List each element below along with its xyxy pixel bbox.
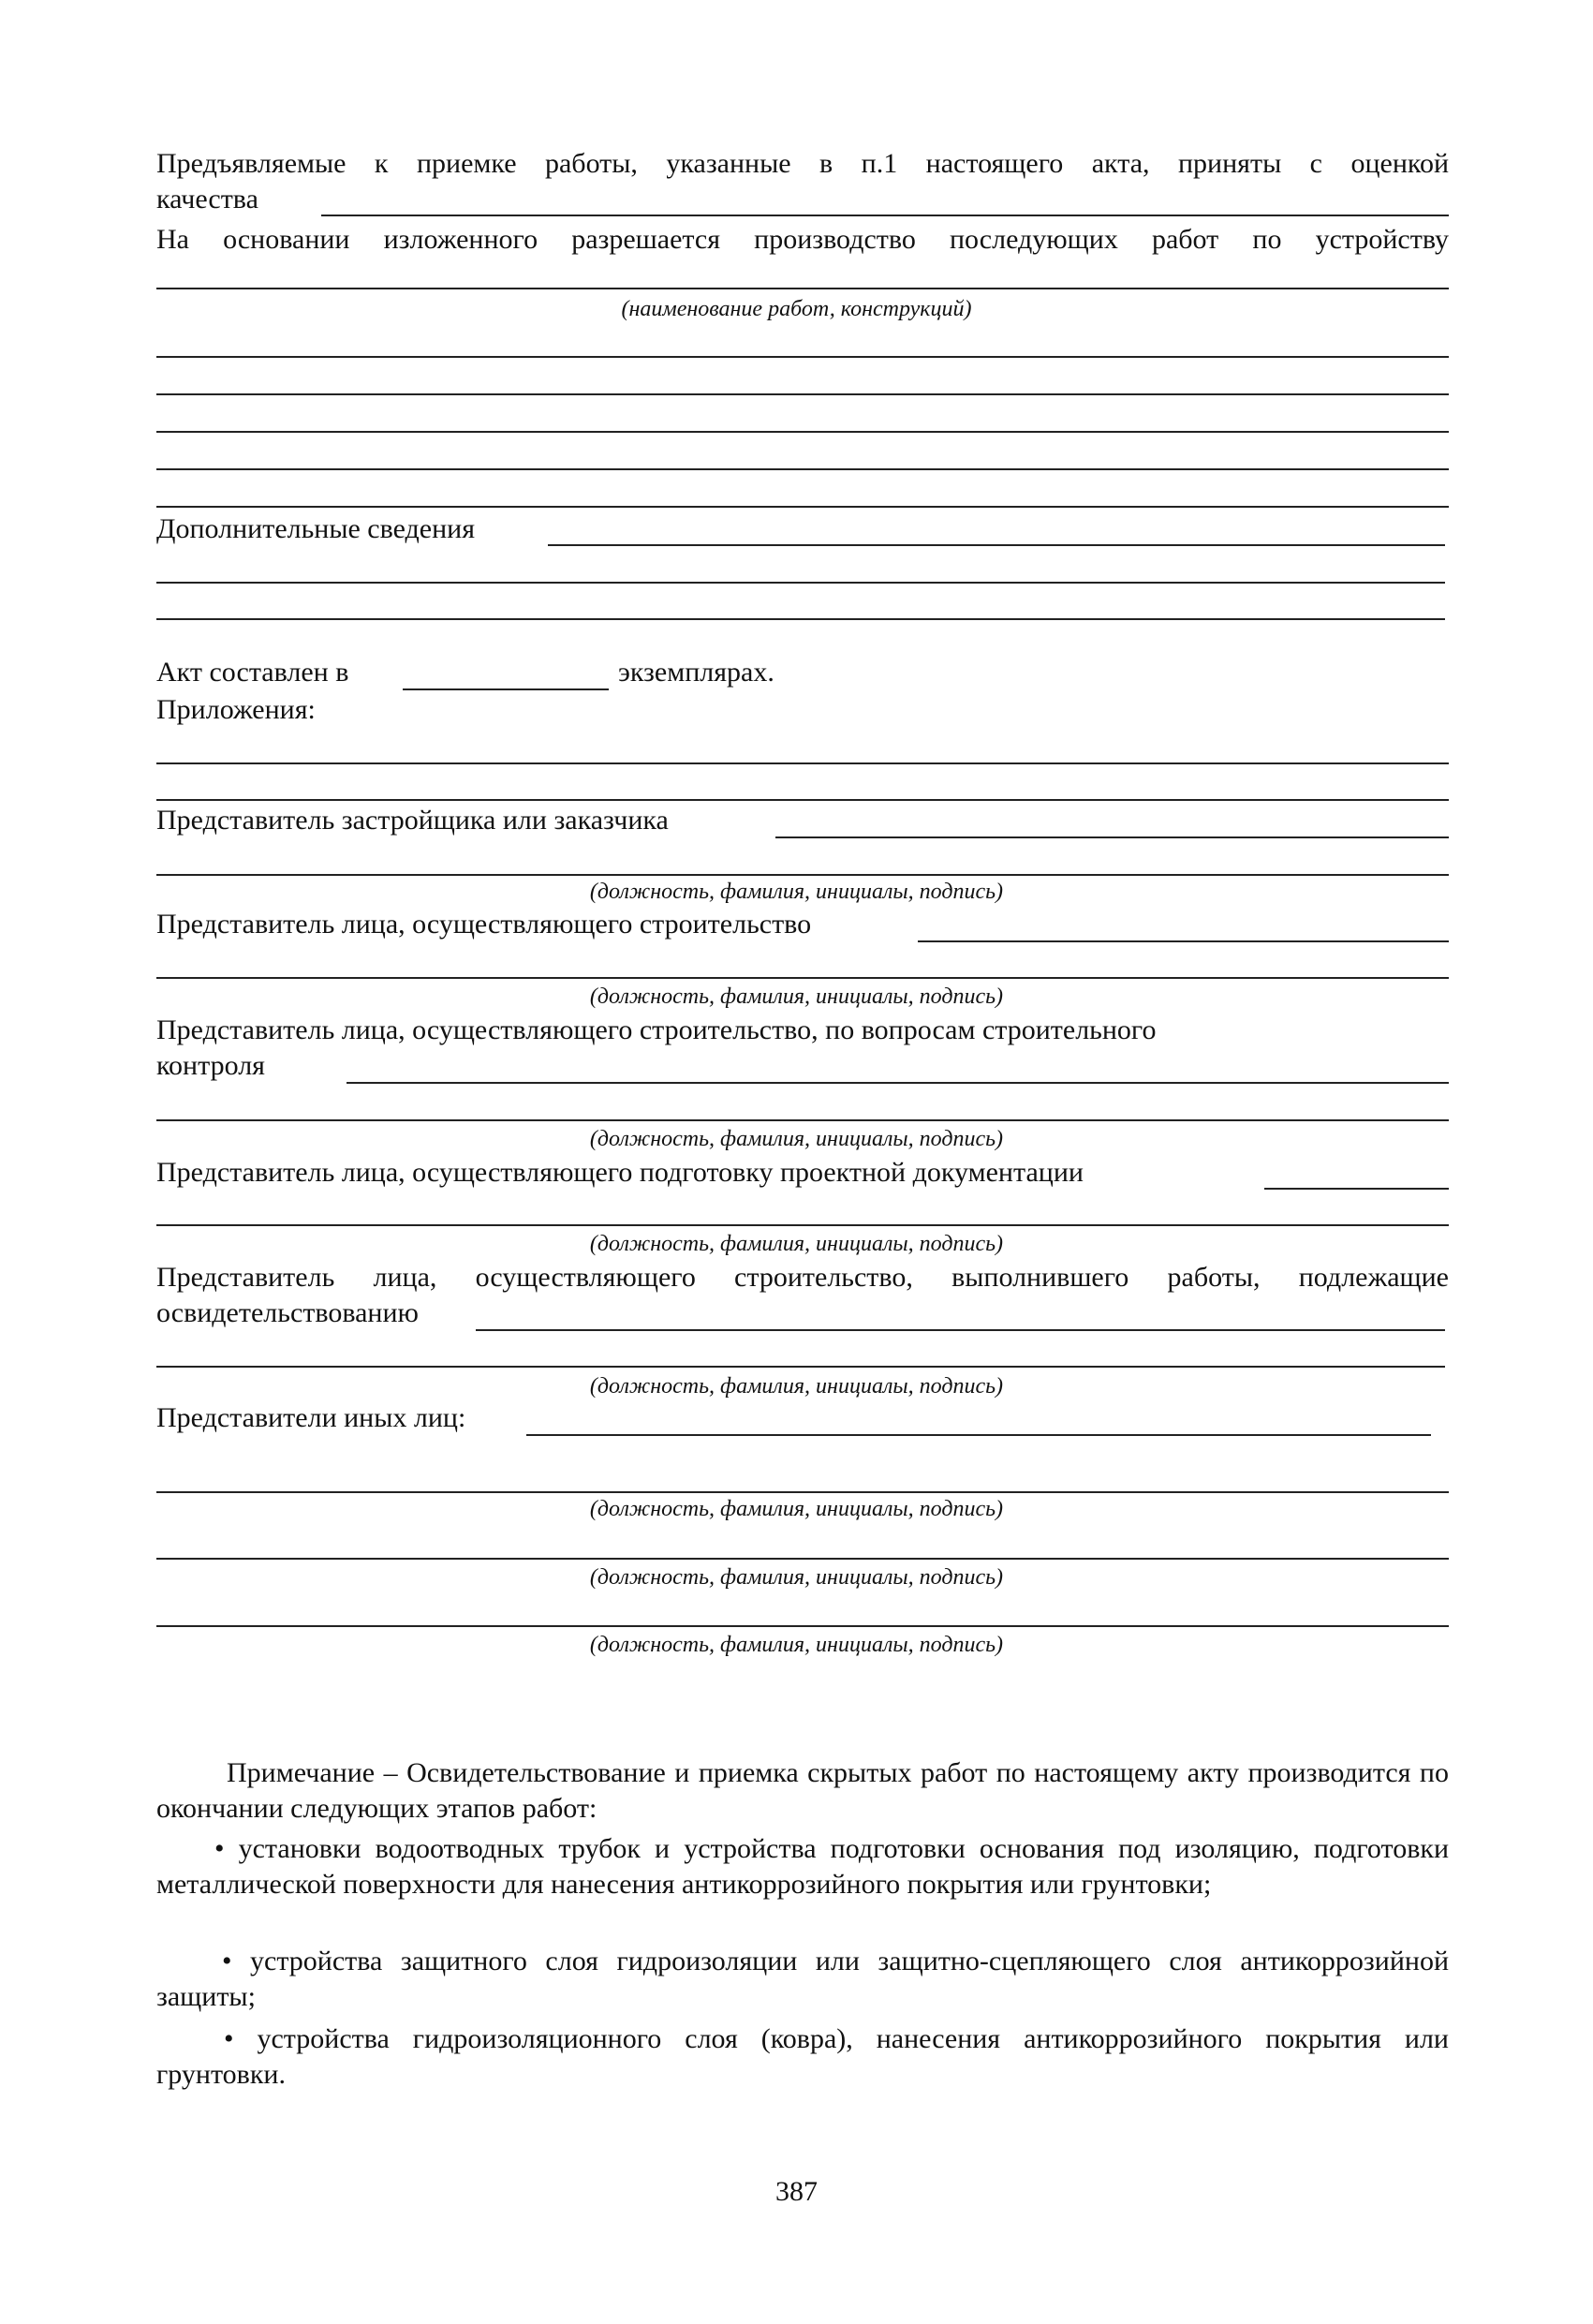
caption-works: (наименование работ, конструкций) [621, 297, 972, 321]
rep-performer-label-line2: освидетельствованию [156, 1297, 419, 1328]
rep-developer-line [775, 836, 1449, 838]
signature-caption: (должность, фамилия, инициалы, подпись) [589, 1497, 1004, 1521]
rep-performer-line [476, 1329, 1445, 1331]
works-field-line-2 [156, 356, 1449, 358]
copies-suffix: экземплярах. [618, 657, 774, 688]
works-field-line-4 [156, 431, 1449, 433]
additional-info-line-1 [548, 544, 1445, 546]
rep-developer-label: Представитель застройщика или заказчика [156, 805, 669, 836]
note-item-1: • установки водоотводных трубок и устройства подготовки основания под изоляцию, подготовки металлической поверхности для нанесения антикоррозийного покрытия или грунтовки; [156, 1833, 1449, 1900]
signature-caption: (должность, фамилия, инициалы, подпись) [589, 1232, 1004, 1256]
rep-others-line [526, 1434, 1431, 1436]
quality-field-line [321, 215, 1449, 216]
rep-builder-line-2 [156, 977, 1449, 979]
note-intro: Примечание – Освидетельствование и приемка скрытых работ по настоящему акту производится по окончании следующих этапов работ: [156, 1757, 1449, 1824]
additional-info-line-3 [156, 618, 1445, 620]
signature-caption: (должность, фамилия, инициалы, подпись) [589, 984, 1004, 1009]
rep-design-line [1264, 1188, 1449, 1190]
attachments-line-1 [156, 762, 1449, 764]
works-field-line-6 [156, 506, 1449, 508]
permission-text: На основании изложенного разрешается производство последующих работ по устройству [156, 224, 1449, 255]
rep-others-line-2 [156, 1491, 1449, 1493]
works-field-line-3 [156, 393, 1449, 395]
page-number: 387 [775, 2176, 818, 2207]
rep-design-label: Представитель лица, осуществляющего подготовку проектной документации [156, 1157, 1084, 1188]
signature-caption: (должность, фамилия, инициалы, подпись) [589, 1127, 1004, 1151]
rep-builder-line [918, 940, 1449, 942]
rep-developer-line-2 [156, 874, 1449, 876]
rep-others-label: Представители иных лиц: [156, 1402, 466, 1433]
additional-info-line-2 [156, 582, 1445, 584]
signature-caption: (должность, фамилия, инициалы, подпись) [589, 880, 1004, 904]
rep-control-line [347, 1082, 1449, 1084]
signature-caption: (должность, фамилия, инициалы, подпись) [589, 1633, 1004, 1657]
note-item-3: • устройства гидроизоляционного слоя (ковра), нанесения антикоррозийного покрытия или грунтовки. [156, 2023, 1449, 2090]
copies-field-line [403, 688, 609, 690]
rep-others-line-3 [156, 1558, 1449, 1560]
signature-caption: (должность, фамилия, инициалы, подпись) [589, 1565, 1004, 1590]
rep-builder-label: Представитель лица, осуществляющего строительство [156, 909, 812, 940]
quality-label: качества [156, 184, 258, 215]
acceptance-text-line1: Предъявляемые к приемке работы, указанные в п.1 настоящего акта, приняты с оценкой [156, 148, 1449, 179]
rep-performer-line-2 [156, 1366, 1445, 1368]
rep-performer-label-line1: Представитель лица, осуществляющего строительство, выполнившего работы, подлежащие [156, 1262, 1449, 1293]
attachments-label: Приложения: [156, 694, 316, 725]
rep-design-line-2 [156, 1224, 1449, 1226]
additional-info-label: Дополнительные сведения [156, 513, 476, 544]
works-field-line-1 [156, 288, 1449, 289]
signature-caption: (должность, фамилия, инициалы, подпись) [589, 1374, 1004, 1399]
rep-others-line-4 [156, 1625, 1449, 1627]
rep-control-label-line1: Представитель лица, осуществляющего строительство, по вопросам строительного [156, 1014, 1157, 1045]
note-item-2: • устройства защитного слоя гидроизоляции или защитно-сцепляющего слоя антикоррозийной защиты; [156, 1946, 1449, 2012]
copies-label: Акт составлен в [156, 657, 349, 688]
attachments-line-2 [156, 799, 1449, 801]
works-field-line-5 [156, 468, 1449, 470]
rep-control-line-2 [156, 1119, 1449, 1121]
rep-control-label-line2: контроля [156, 1050, 265, 1081]
